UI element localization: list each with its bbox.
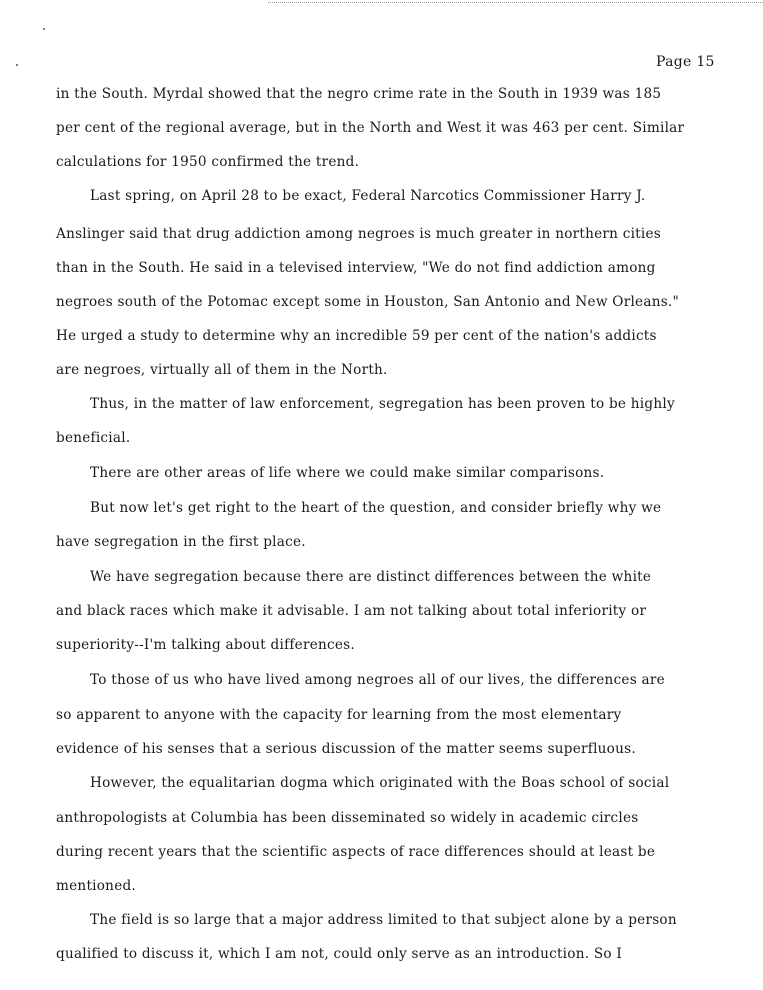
- text-line: in the South. Myrdal showed that the negro crime rate in the South in 1939 was 185: [56, 86, 662, 102]
- text-line: are negroes, virtually all of them in the North.: [56, 362, 388, 378]
- text-line: The field is so large that a major address limited to that subject alone by a person: [90, 912, 677, 928]
- page-number: Page 15: [656, 54, 715, 70]
- text-line: Thus, in the matter of law enforcement, segregation has been proven to be highly: [90, 396, 675, 412]
- text-line: Anslinger said that drug addiction among negroes is much greater in northern cities: [56, 226, 662, 242]
- text-line: beneficial.: [56, 430, 131, 446]
- text-line: and black races which make it advisable. I am not talking about total inferiority or: [56, 603, 647, 619]
- text-line: qualified to discuss it, which I am not, could only serve as an introduction. So I: [56, 946, 623, 962]
- text-line: Last spring, on April 28 to be exact, Federal Narcotics Commissioner Harry J.: [90, 188, 646, 204]
- text-line: However, the equalitarian dogma which originated with the Boas school of social: [90, 775, 670, 791]
- text-line: so apparent to anyone with the capacity for learning from the most elementary: [56, 707, 622, 723]
- text-line: anthropologists at Columbia has been disseminated so widely in academic circles: [56, 810, 639, 826]
- scan-speck: [43, 28, 45, 30]
- text-line: superiority--I'm talking about differences.: [56, 637, 355, 653]
- text-line: evidence of his senses that a serious discussion of the matter seems superfluous.: [56, 741, 636, 757]
- scan-speck: [16, 64, 18, 66]
- text-line: To those of us who have lived among negroes all of our lives, the differences are: [90, 672, 665, 688]
- text-line: during recent years that the scientific aspects of race differences should at least be: [56, 844, 656, 860]
- text-line: negroes south of the Potomac except some in Houston, San Antonio and New Orleans.": [56, 294, 680, 310]
- text-line: than in the South. He said in a televised interview, "We do not find addiction among: [56, 260, 656, 276]
- text-line: There are other areas of life where we could make similar comparisons.: [90, 465, 605, 481]
- text-line: He urged a study to determine why an incredible 59 per cent of the nation's addicts: [56, 328, 657, 344]
- top-dotted-rule: [268, 2, 763, 3]
- text-line: have segregation in the first place.: [56, 534, 306, 550]
- text-line: calculations for 1950 confirmed the trend.: [56, 154, 360, 170]
- text-line: mentioned.: [56, 878, 137, 894]
- text-line: We have segregation because there are distinct differences between the white: [90, 569, 652, 585]
- text-line: per cent of the regional average, but in the North and West it was 463 per cent. Similar: [56, 120, 685, 136]
- text-line: But now let's get right to the heart of the question, and consider briefly why we: [90, 500, 662, 516]
